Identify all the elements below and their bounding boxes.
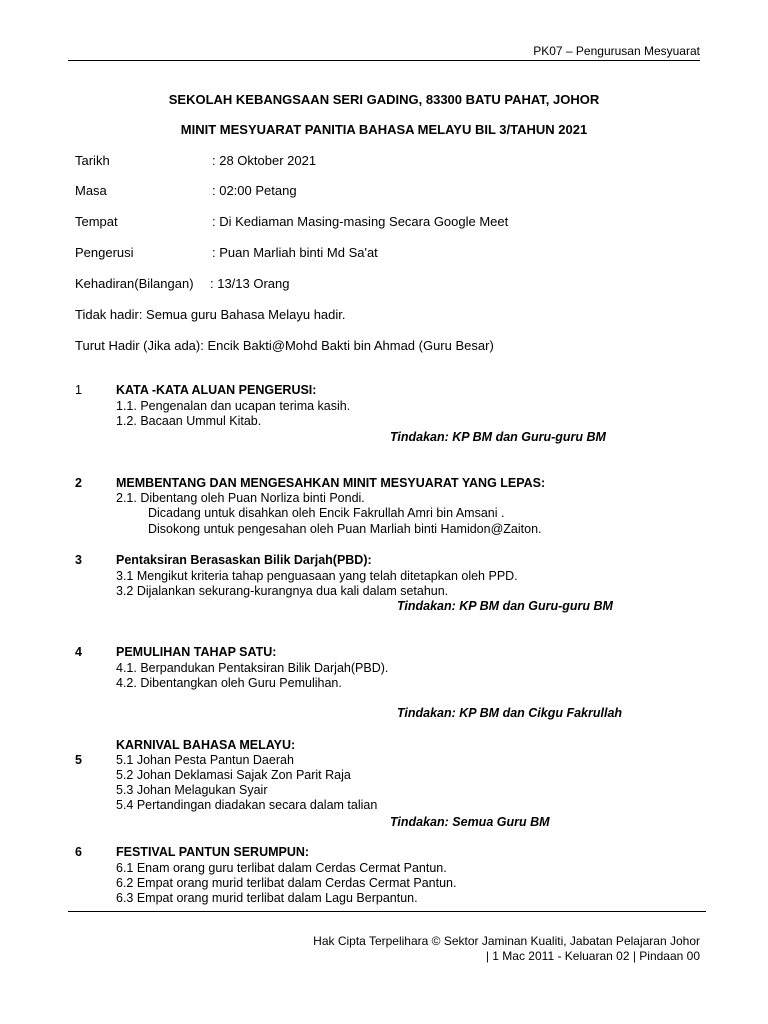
item-line: 4.2. Dibentangkan oleh Guru Pemulihan. (116, 676, 342, 690)
masa-value: : 02:00 Petang (212, 183, 297, 198)
tidak-hadir: Tidak hadir: Semua guru Bahasa Melayu hadir. (75, 307, 346, 322)
tarikh-label: Tarikh (75, 153, 110, 168)
document-code: PK07 – Pengurusan Mesyuarat (533, 44, 700, 58)
item-line: 3.2 Dijalankan sekurang-kurangnya dua kali dalam setahun. (116, 584, 449, 598)
item-number: 2 (75, 476, 82, 490)
pengerusi-value: : Puan Marliah binti Md Sa'at (212, 245, 378, 260)
item-heading: Pentaksiran Berasaskan Bilik Darjah(PBD): (116, 553, 372, 567)
item-line: Disokong untuk pengesahan oleh Puan Marliah binti Hamidon@Zaiton. (148, 522, 542, 536)
item-number: 6 (75, 845, 82, 859)
turut-hadir: Turut Hadir (Jika ada): Encik Bakti@Mohd Bakti bin Ahmad (Guru Besar) (75, 338, 494, 353)
tarikh-value: : 28 Oktober 2021 (212, 153, 317, 168)
kehadiran-value: : 13/13 Orang (210, 276, 290, 291)
item-heading: FESTIVAL PANTUN SERUMPUN: (116, 845, 310, 859)
item-action: Tindakan: KP BM dan Guru-guru BM (397, 599, 613, 613)
item-line: 6.1 Enam orang guru terlibat dalam Cerdas Cermat Pantun. (116, 861, 447, 875)
item-number: 3 (75, 553, 82, 567)
item-line: 4.1. Berpandukan Pentaksiran Bilik Darjah(PBD). (116, 661, 389, 675)
item-number: 1 (75, 383, 82, 397)
item-line: 5.4 Pertandingan diadakan secara dalam talian (116, 798, 378, 812)
item-line: 5.3 Johan Melagukan Syair (116, 783, 268, 797)
item-heading: KATA -KATA ALUAN PENGERUSI: (116, 383, 317, 397)
minutes-title: MINIT MESYUARAT PANITIA BAHASA MELAYU BIL 3/TAHUN 2021 (180, 122, 588, 137)
kehadiran-label: Kehadiran(Bilangan) (75, 276, 194, 291)
tempat-label: Tempat (75, 214, 118, 229)
item-action: Tindakan: KP BM dan Cikgu Fakrullah (397, 706, 623, 720)
masa-label: Masa (75, 183, 107, 198)
pengerusi-label: Pengerusi (75, 245, 134, 260)
school-title: SEKOLAH KEBANGSAAN SERI GADING, 83300 BATU PAHAT, JOHOR (168, 92, 600, 107)
footer-rule (68, 911, 706, 912)
tempat-value: : Di Kediaman Masing-masing Secara Google Meet (212, 214, 509, 229)
item-number: 4 (75, 645, 82, 659)
item-action: Tindakan: Semua Guru BM (390, 815, 550, 829)
header-rule (68, 60, 700, 61)
footer-copyright: Hak Cipta Terpelihara © Sektor Jaminan Kualiti, Jabatan Pelajaran Johor (313, 934, 700, 948)
item-number: 5 (75, 753, 82, 767)
item-line: 1.1. Pengenalan dan ucapan terima kasih. (116, 399, 351, 413)
item-line: 5.2 Johan Deklamasi Sajak Zon Parit Raja (116, 768, 351, 782)
item-line: 6.3 Empat orang murid terlibat dalam Lagu Berpantun. (116, 891, 418, 905)
item-line: 1.2. Bacaan Ummul Kitab. (116, 414, 262, 428)
item-heading: MEMBENTANG DAN MENGESAHKAN MINIT MESYUARAT YANG LEPAS: (116, 476, 546, 490)
item-line: 6.2 Empat orang murid terlibat dalam Cerdas Cermat Pantun. (116, 876, 457, 890)
item-line: 5.1 Johan Pesta Pantun Daerah (116, 753, 294, 767)
item-line: Dicadang untuk disahkan oleh Encik Fakrullah Amri bin Amsani . (148, 506, 505, 520)
item-heading: PEMULIHAN TAHAP SATU: (116, 645, 277, 659)
item-heading: KARNIVAL BAHASA MELAYU: (116, 738, 296, 752)
item-action: Tindakan: KP BM dan Guru-guru BM (390, 430, 606, 444)
item-line: 2.1. Dibentang oleh Puan Norliza binti Pondi. (116, 491, 365, 505)
footer-revision: | 1 Mac 2011 - Keluaran 02 | Pindaan 00 (485, 949, 700, 963)
item-line: 3.1 Mengikut kriteria tahap penguasaan yang telah ditetapkan oleh PPD. (116, 569, 518, 583)
